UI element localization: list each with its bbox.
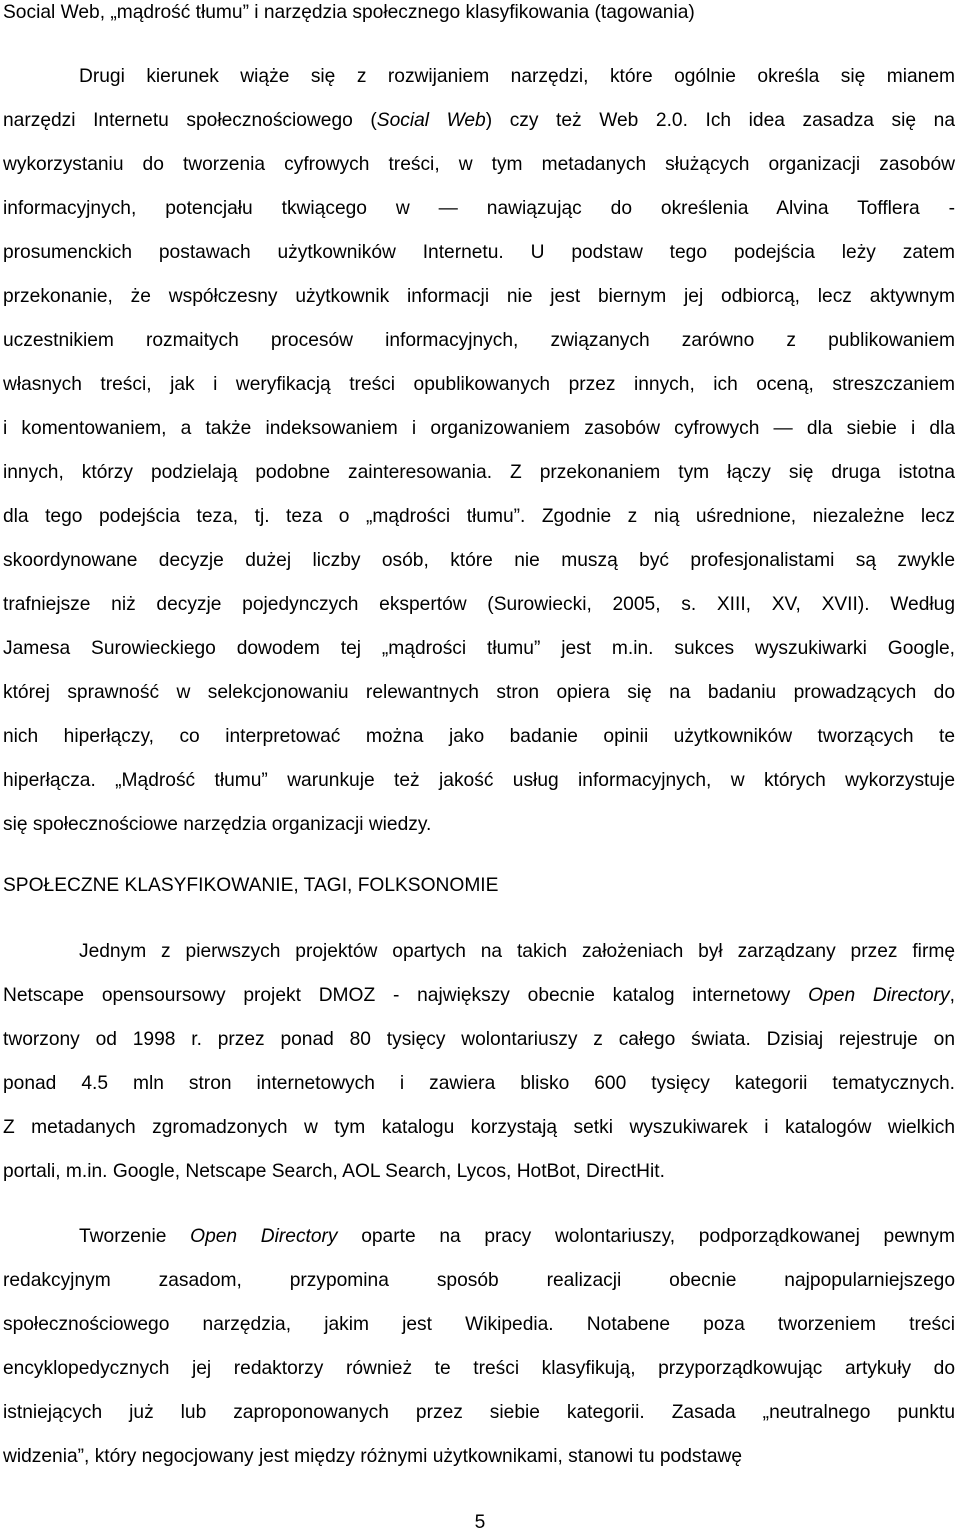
- text-line: [3, 370, 955, 400]
- text-segment: wykorzystaniu do tworzenia cyfrowych treści, w tym metadanych służących organizacji zasobów: [3, 154, 955, 175]
- text-segment: Jednym z pierwszych projektów opartych na takich założeniach był zarządzany przez firmę: [79, 941, 955, 962]
- text-line: [3, 810, 955, 840]
- text-line: [79, 1222, 955, 1252]
- text-line: [3, 1113, 955, 1143]
- text-segment: Social Web: [376, 110, 486, 131]
- text-line: [3, 546, 955, 576]
- text-segment: nich hiperłączy, co interpretować można jako badanie opinii użytkowników tworzących te: [3, 726, 955, 747]
- text-line: [3, 1025, 955, 1055]
- text-segment: Drugi kierunek wiąże się z rozwijaniem narzędzi, które ogólnie określa się mianem: [79, 66, 955, 87]
- text-line: [3, 1354, 955, 1384]
- text-segment: prosumenckich postawach użytkowników Internetu. U podstaw tego podejścia leży zatem: [3, 242, 955, 263]
- text-line: [3, 238, 955, 268]
- text-line: [3, 1398, 955, 1428]
- text-line: [79, 937, 955, 967]
- text-segment: ) czy też Web 2.0. Ich idea zasadza się na: [485, 110, 955, 131]
- text-segment: Netscape opensoursowy projekt DMOZ - największy obecnie katalog internetowy: [3, 985, 809, 1006]
- text-segment: Tworzenie: [79, 1226, 191, 1247]
- text-line: [3, 502, 955, 532]
- text-line: [3, 1310, 955, 1340]
- text-segment: redakcyjnym zasadom, przypomina sposób realizacji obecnie najpopularniejszego: [3, 1270, 955, 1291]
- text-line: [3, 150, 955, 180]
- page-number: 5: [474, 1512, 486, 1533]
- text-segment: oparte na pracy wolontariuszy, podporządkowanej pewnym: [337, 1226, 955, 1247]
- text-segment: trafniejsze niż decyzje pojedynczych ekspertów (Surowiecki, 2005, s. XIII, XV, XVII). Według: [3, 594, 955, 615]
- text-segment: której sprawność w selekcjonowaniu relewantnych stron opiera się na badaniu prowadzących do: [3, 682, 955, 703]
- text-segment: się społecznościowe narzędzia organizacji wiedzy.: [3, 814, 432, 835]
- text-line: [3, 678, 955, 708]
- text-line: [3, 722, 955, 752]
- text-line: [3, 106, 955, 136]
- text-segment: ponad 4.5 mln stron internetowych i zawiera blisko 600 tysięcy kategorii tematycznych.: [3, 1073, 955, 1094]
- text-line: [3, 1266, 955, 1296]
- text-line: [3, 1157, 955, 1187]
- text-line: [3, 194, 955, 224]
- text-segment: informacyjnych, potencjału tkwiącego w — nawiązując do określenia Alvina Tofflera -: [3, 198, 955, 219]
- text-segment: Jamesa Surowieckiego dowodem tej „mądrości tłumu” jest m.in. sukces wyszukiwarki Google,: [3, 638, 955, 659]
- text-segment: skoordynowane decyzje dużej liczby osób, które nie muszą być profesjonalistami są zwykle: [3, 550, 955, 571]
- text-line: [3, 981, 955, 1011]
- text-line: [3, 1442, 955, 1472]
- text-line: [3, 326, 955, 356]
- text-segment: tworzony od 1998 r. przez ponad 80 tysięcy wolontariuszy z całego świata. Dzisiaj rejestruje on: [3, 1029, 955, 1050]
- text-segment: encyklopedycznych jej redaktorzy również te treści klasyfikują, przyporządkowując artykuły do: [3, 1358, 955, 1379]
- text-segment: innych, którzy podzielają podobne zainteresowania. Z przekonaniem tym łączy się druga istotna: [3, 462, 955, 483]
- text-segment: społecznościowego narzędzia, jakim jest Wikipedia. Notabene poza tworzeniem treści: [3, 1314, 955, 1335]
- text-segment: Open Directory: [190, 1226, 338, 1247]
- text-line: [3, 414, 955, 444]
- text-segment: i komentowaniem, a także indeksowaniem i organizowaniem zasobów cyfrowych — dla siebie i dla: [3, 418, 955, 439]
- text-line: [3, 282, 955, 312]
- text-segment: Z metadanych zgromadzonych w tym katalogu korzystają setki wyszukiwarek i katalogów wielkich: [3, 1117, 955, 1138]
- text-line: [3, 590, 955, 620]
- text-segment: dla tego podejścia teza, tj. teza o „mądrości tłumu”. Zgodnie z nią uśrednione, niezależne lecz: [3, 506, 955, 527]
- text-segment: własnych treści, jak i weryfikacją treści opublikowanych przez innych, ich oceną, streszczaniem: [3, 374, 955, 395]
- text-segment: przekonanie, że współczesny użytkownik informacji nie jest biernym jej odbiorcą, lecz aktywnym: [3, 286, 955, 307]
- page-header-title: Social Web, „mądrość tłumu” i narzędzia społecznego klasyfikowania (tagowania): [3, 2, 695, 23]
- text-line: [3, 634, 955, 664]
- text-line: [3, 458, 955, 488]
- text-segment: ,: [949, 985, 955, 1006]
- text-segment: Open Directory: [808, 985, 950, 1006]
- text-segment: widzenia”, który negocjowany jest między różnymi użytkownikami, stanowi tu podstawę: [3, 1446, 743, 1467]
- text-segment: hiperłącza. „Mądrość tłumu” warunkuje też jakość usług informacyjnych, w których wykorzystuje: [3, 770, 955, 791]
- text-line: [3, 1069, 955, 1099]
- text-segment: narzędzi Internetu społecznościowego (: [3, 110, 377, 131]
- text-segment: uczestnikiem rozmaitych procesów informacyjnych, związanych zarówno z publikowaniem: [3, 330, 955, 351]
- text-segment: istniejących już lub zaproponowanych przez siebie kategorii. Zasada „neutralnego punktu: [3, 1402, 955, 1423]
- text-line: [79, 62, 955, 92]
- section-title: SPOŁECZNE KLASYFIKOWANIE, TAGI, FOLKSONOMIE: [3, 875, 499, 896]
- text-segment: portali, m.in. Google, Netscape Search, AOL Search, Lycos, HotBot, DirectHit.: [3, 1161, 665, 1182]
- text-line: [3, 766, 955, 796]
